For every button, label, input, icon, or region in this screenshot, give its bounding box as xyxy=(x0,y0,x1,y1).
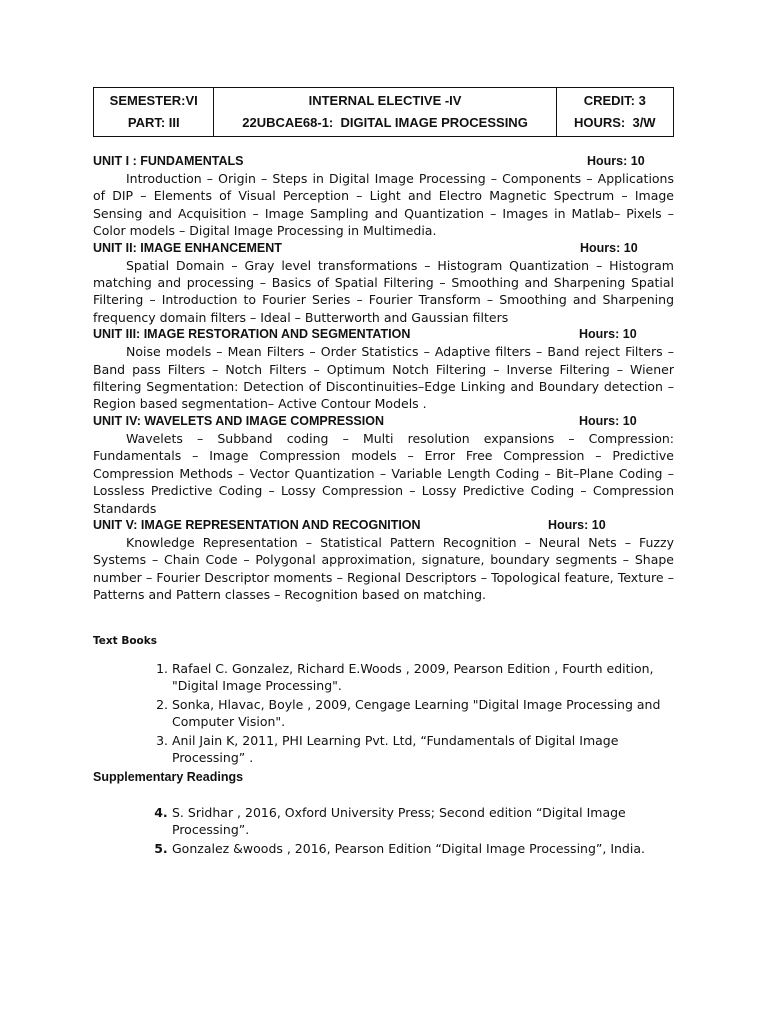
unit-title: UNIT I : FUNDAMENTALS xyxy=(93,154,244,168)
unit-hours: Hours: 10 xyxy=(548,517,606,532)
semester-label: SEMESTER:VI xyxy=(109,93,198,108)
course-cell xyxy=(214,88,556,137)
unit-block xyxy=(93,326,674,413)
unit-hours: Hours: 10 xyxy=(579,327,637,342)
unit-content: Knowledge Representation – Statistical Pattern Recognition – Neural Nets – Fuzzy Systems – Chain Code – Polygonal approximation, signature, boundary segments – Shape number – Fourier Descriptor moments – Regional Descriptors – Topological feature, Texture – Patterns and Pattern classes – Recognition based on matching. xyxy=(93,534,674,603)
list-item: 1. Rafael C. Gonzalez, Richard E.Woods , 2009, Pearson Edition , Fourth edition, "Digital Image Processing". xyxy=(172,660,674,695)
list-item: 4. S. Sridhar , 2016, Oxford University Press; Second edition “Digital Image Processing”. xyxy=(172,804,674,839)
unit-content: Wavelets – Subband coding – Multi resolution expansions – Compression: Fundamentals – Image Compression models – Error Free Compression – Predictive Compression Methods – Vector Quantization – Variable Length Coding – Bit–Plane Coding – Lossless Predictive Coding – Lossy Compression – Lossy Predictive Coding – Compression Standards xyxy=(93,430,674,516)
unit-block xyxy=(93,153,674,240)
unit-block xyxy=(93,240,674,327)
unit-title: UNIT IV: WAVELETS AND IMAGE COMPRESSION xyxy=(93,413,384,428)
elective-label: INTERNAL ELECTIVE -IV xyxy=(308,93,462,108)
unit-title: UNIT III: IMAGE RESTORATION AND SEGMENTATION xyxy=(93,327,411,342)
semester-cell xyxy=(94,88,214,137)
supplementary-heading: Supplementary Readings xyxy=(93,769,244,784)
syllabus-page xyxy=(93,87,674,858)
list-item: 5. Gonzalez &woods , 2016, Pearson Edition “Digital Image Processing”, India. xyxy=(172,840,674,858)
unit-content: Introduction – Origin – Steps in Digital Image Processing – Components – Applications of DIP – Elements of Visual Perception – Light and Electro Magnetic Spectrum – Image Sensing and Acquisition – Image Sampling and Quantization – Images in Matlab– Pixels – Color models – Digital Image Processing in Multimedia. xyxy=(93,171,674,239)
unit-heading xyxy=(93,240,674,257)
list-item: 3. Anil Jain K, 2011, PHI Learning Pvt. Ltd, “Fundamentals of Digital Image Processing” . xyxy=(172,732,674,767)
supplementary-list xyxy=(93,804,674,858)
text-books-heading: Text Books xyxy=(93,634,157,647)
unit-title: UNIT V: IMAGE REPRESENTATION AND RECOGNITION xyxy=(93,517,421,532)
unit-content: Noise models – Mean Filters – Order Statistics – Adaptive filters – Band reject Filters – Band pass Filters – Notch Filters – Optimum Notch Filtering – Inverse Filtering – Wiener filtering Segmentation: Detection of Discontinuities–Edge Linking and Boundary detection – Region based segmentation– Active Contour Models . xyxy=(93,344,674,412)
credit-cell xyxy=(556,88,673,137)
unit-heading xyxy=(93,153,674,170)
hours-label: HOURS: 3/W xyxy=(573,115,656,130)
course-title: 22UBCAE68-1: DIGITAL IMAGE PROCESSING xyxy=(242,115,528,130)
unit-hours: Hours: 10 xyxy=(579,413,637,428)
unit-content: Spatial Domain – Gray level transformations – Histogram Quantization – Histogram matching and processing – Basics of Spatial Filtering – Smoothing and Sharpening Spatial Filtering – Introduction to Fourier Series – Fourier Transform – Smoothing and Sharpening frequency domain filters – Ideal – Butterworth and Gaussian filters xyxy=(93,257,674,325)
unit-block xyxy=(93,517,674,604)
text-books-list xyxy=(93,660,674,767)
unit-hours: Hours: 10 xyxy=(587,154,645,168)
credit-label: CREDIT: 3 xyxy=(583,93,646,108)
part-label: PART: III xyxy=(127,115,180,130)
unit-heading xyxy=(93,326,674,343)
unit-hours: Hours: 10 xyxy=(580,240,638,255)
unit-block xyxy=(93,413,674,517)
unit-heading xyxy=(93,517,674,534)
units-section xyxy=(93,153,674,604)
list-item: 2. Sonka, Hlavac, Boyle , 2009, Cengage Learning "Digital Image Processing and Computer Vision". xyxy=(172,696,674,731)
unit-title: UNIT II: IMAGE ENHANCEMENT xyxy=(93,240,282,255)
unit-heading xyxy=(93,413,674,430)
course-header-table xyxy=(93,87,674,137)
